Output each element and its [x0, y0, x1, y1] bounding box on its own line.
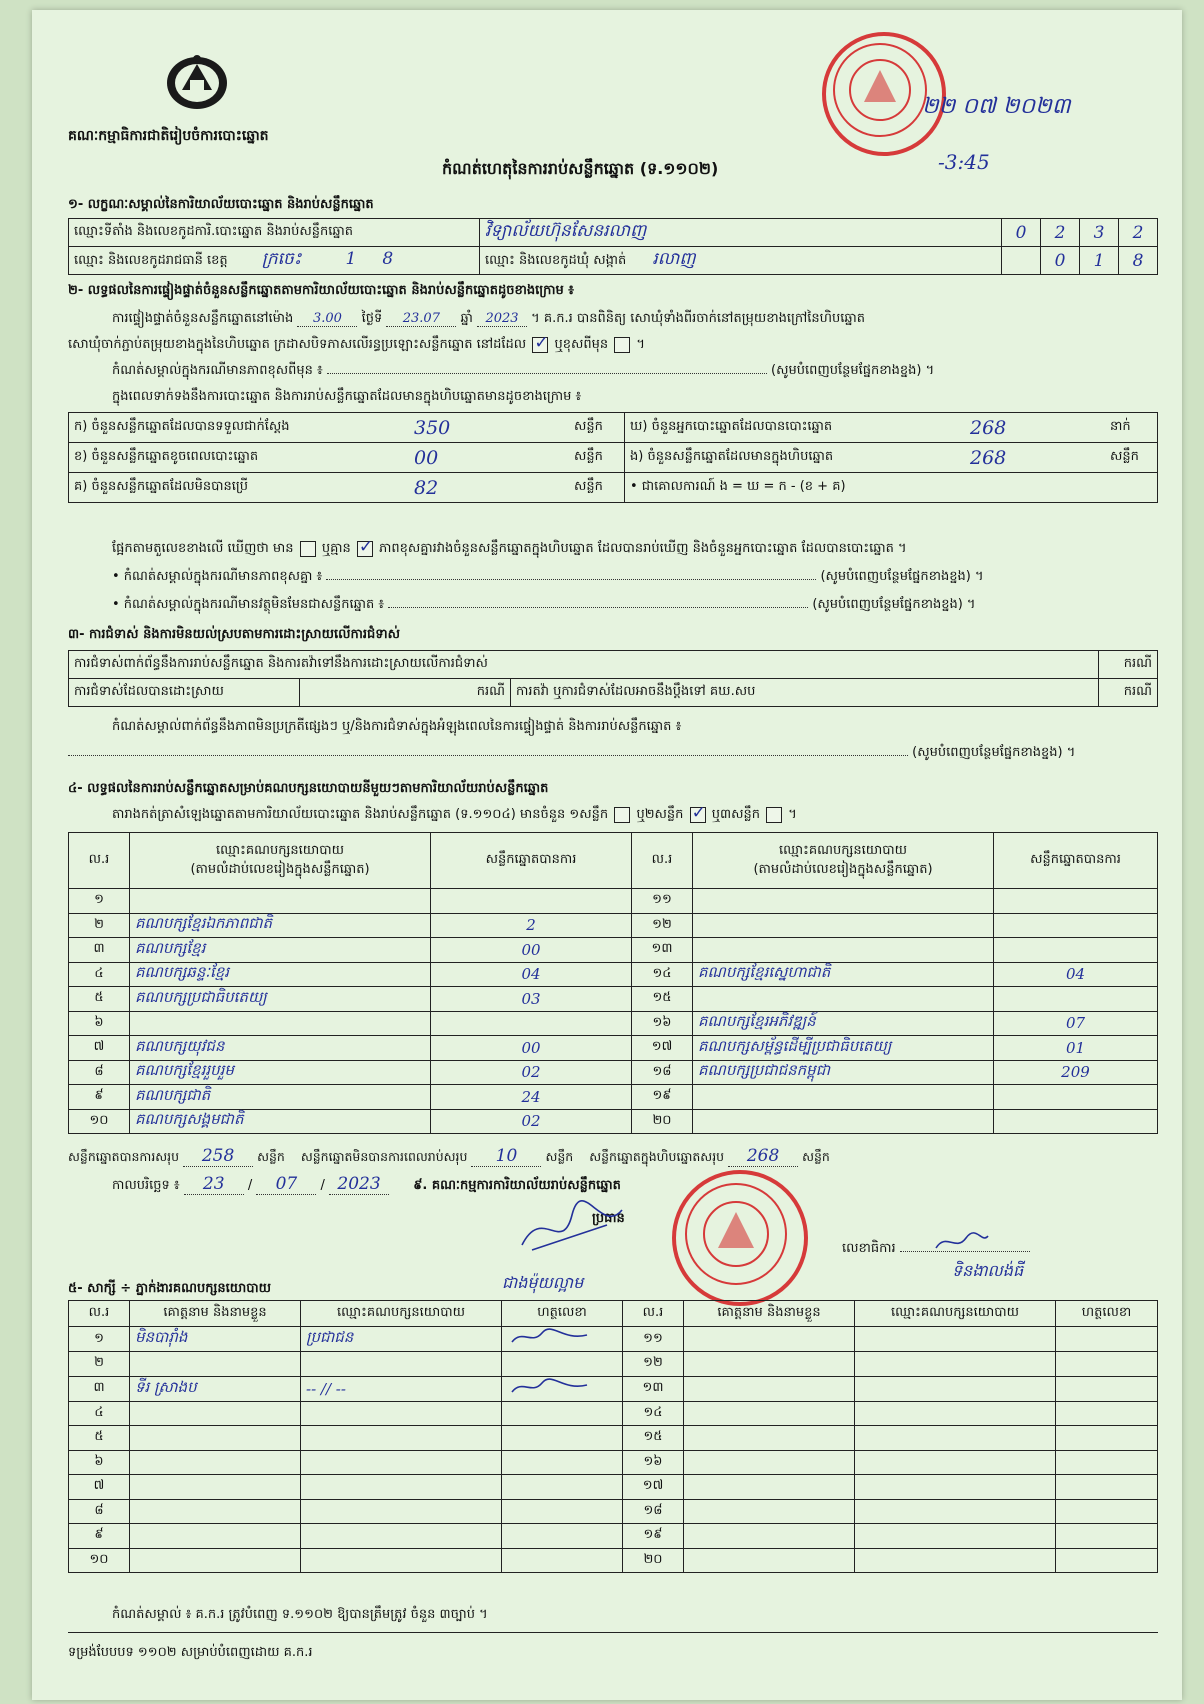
witness-signature: [502, 1548, 623, 1573]
result-row: [69, 1060, 1158, 1085]
location-code-digit: 3: [1080, 219, 1119, 247]
committee-name: គណៈកម្មាធិការជាតិរៀបចំការបោះឆ្នោត: [68, 128, 269, 144]
result-row: [69, 1085, 1158, 1110]
result-party: គណបក្សសង្គមជាតិ: [130, 1109, 431, 1134]
secretary-line: លេខាធិការ: [842, 1240, 1030, 1259]
section2-heading: ២- លទ្ធផលនៃការផ្ទៀងផ្ទាត់ចំនួនសន្លឹកឆ្នោតតាមការិយាល័យបោះឆ្នោត និងរាប់សន្លឹកឆ្នោតដូចខាងក្រោម ៖: [68, 283, 574, 298]
witness-no: ១៤: [623, 1401, 684, 1426]
witness-name: [130, 1352, 301, 1377]
witness-signature: [1056, 1376, 1158, 1401]
witness-name: [684, 1450, 855, 1475]
result-party: គណបក្សសម្ព័ន្ធដើម្បីប្រជាធិបតេយ្យ: [693, 1036, 994, 1061]
date-month: 07: [256, 1174, 316, 1195]
result-votes: 04: [431, 962, 632, 987]
result-party: គណបក្សប្រជាធិបតេយ្យ: [130, 987, 431, 1012]
result-votes: 00: [431, 1036, 632, 1061]
commune-code-digit: 0: [1041, 247, 1080, 275]
result-votes: [994, 1109, 1158, 1134]
result-votes: 07: [994, 1011, 1158, 1036]
result-votes: 209: [994, 1060, 1158, 1085]
witness-signature: [1056, 1327, 1158, 1352]
location-label: ឈ្មោះទីតាំង និងលេខកូដការិ.បោះឆ្នោត និងរាប់សន្លឹកឆ្នោត: [69, 219, 480, 247]
witness-party: [301, 1401, 502, 1426]
witness-signature: [1056, 1401, 1158, 1426]
intro2: ក្នុងពេលទាក់ទងនឹងការបោះឆ្នោត និងការរាប់សន្លឹកឆ្នោតដែលមានក្នុងហិបឆ្នោតមានដូចខាងក្រោម ៖: [112, 389, 582, 404]
result-party: [693, 913, 994, 938]
witness-no: ៣: [69, 1376, 130, 1401]
result-row: [69, 889, 1158, 914]
sheet-count-line: តារាងកត់ត្រាសំឡេងឆ្នោតតាមការិយាល័យបោះឆ្នោត និងរាប់សន្លឹកឆ្នោត (ទ.១១០៤) មានចំនួន ១សន្លឹក ឬ២សន្លឹក ✓ ឬ៣សន្លឹក ។: [112, 806, 797, 825]
witness-party: [855, 1499, 1056, 1524]
diff-line: ផ្អែកតាមតួលេខខាងលើ ឃើញថា មាន ឬគ្មាន ✓ ភាពខុសគ្នារវាងចំនួនសន្លឹកឆ្នោតក្នុងហិបឆ្នោត ដែលបានរាប់ឃើញ និងចំនួនអ្នកបោះឆ្នោត ដែលបានបោះឆ្នោត ។: [112, 540, 907, 559]
witness-row: [69, 1327, 1158, 1352]
result-votes: [994, 987, 1158, 1012]
witness-row: [69, 1352, 1158, 1377]
objections-table: ការជំទាស់ពាក់ព័ន្ធនឹងការរាប់សន្លឹកឆ្នោត និងការតវ៉ាទៅនឹងការដោះស្រាយលើការជំទាស់ ករណី ការជំទាស់ដែលបានដោះស្រាយ ករណី ការតវ៉ា ឬការជំទាស់ដែលអាចនឹងប្ដឹងទៅ គឃ.សប ករណី: [68, 650, 1158, 707]
witness-signature: [1056, 1450, 1158, 1475]
date-year: 2023: [329, 1174, 389, 1195]
result-row: [69, 1109, 1158, 1134]
box-total: 268: [728, 1146, 798, 1167]
result-no: ១៧: [632, 1036, 693, 1061]
witness-table: ល.រ គោត្តនាម និងនាមខ្លួន ឈ្មោះគណបក្សនយោបាយ ហត្ថលេខា ល.រ គោត្តនាម និងនាមខ្លួន ឈ្មោះគណបក្សនយោបាយ ហត្ថលេខា ១ មិនបារ៉ាំង ប្រជាជន ១១ ២ ១២ ៣ ទីរ ស្រាងប -- // -- ១៣ ៤ ១៤ ៥ ១៥ ៦ ១៦ ៧ ១៧ ៨ ១៨ ៩ ១៩ ១០ ២០: [68, 1300, 1158, 1573]
witness-party: [301, 1499, 502, 1524]
secretary-name: ទិនងាលង់ធី: [952, 1261, 1024, 1280]
witness-signature: [502, 1499, 623, 1524]
spoiled-count: 00: [409, 443, 569, 473]
result-party: គណបក្សខ្មែរស្នេហាជាតិ: [693, 962, 994, 987]
results-table: ល.រ ឈ្មោះគណបក្សនយោបាយ (តាមលំដាប់លេខរៀងក្នុងសន្លឹកឆ្នោត) សន្លឹកឆ្នោតបានការ ល.រ ឈ្មោះគណបក្សនយោបាយ (តាមលំដាប់លេខរៀងក្នុងសន្លឹកឆ្នោត) សន្លឹកឆ្នោតបានការ ១ ១១ ២ គណបក្សខ្មែរឯកភាពជាតិ 2 ១២ ៣ គណបក្សខ្មែរ 00 ១៣ ៤ គណបក្សឆន្ទៈខ្មែរ 04 ១៤ គណបក្សខ្មែរស្នេហាជាតិ 04 ៥ គណបក្សប្រជាធិបតេយ្យ 03 ១៥ ៦ ១៦ គណបក្សខ្មែរអភិវឌ្ឍន៍ 07 ៧ គណបក្សយុវជន 00 ១៧ គណបក្សសម្ព័ន្ធដើម្បីប្រជាធិបតេយ្យ 01 ៨ គណបក្សខ្មែររួបរួម 02 ១៨ គណបក្សប្រជាជនកម្ពុជា 209 ៩ គណបក្សជាតិ 24 ១៩ ១០ គណបក្សសង្គមជាតិ 02 ២០: [68, 832, 1158, 1134]
result-votes: 03: [431, 987, 632, 1012]
witness-signature: [502, 1327, 623, 1352]
witness-signature: [1056, 1524, 1158, 1549]
form-sheet: [32, 10, 1182, 1700]
witness-no: ១៦: [623, 1450, 684, 1475]
result-votes: [994, 938, 1158, 963]
verify-time: 3.00: [297, 311, 357, 327]
result-no: ១២: [632, 913, 693, 938]
result-no: ១០: [69, 1109, 130, 1134]
witness-row: [69, 1450, 1158, 1475]
witness-signature: [1056, 1352, 1158, 1377]
witness-party: [301, 1475, 502, 1500]
witness-row: [69, 1548, 1158, 1573]
three-sheets-checkbox[interactable]: [766, 807, 782, 823]
bullet1-line: • កំណត់សម្គាល់ក្នុងករណីមានភាពខុសគ្នា ៖ (សូមបំពេញបន្ថែមផ្នែកខាងខ្នង) ។: [112, 569, 984, 584]
province-code: 8: [382, 249, 394, 269]
bullet2-line: • កំណត់សម្គាល់ក្នុងករណីមានវត្ថុមិនមែនជាសន្លឹកឆ្នោត ៖ (សូមបំពេញបន្ថែមផ្នែកខាងខ្នង) ។: [112, 597, 976, 612]
date-day: 23: [184, 1174, 244, 1195]
different-checkbox[interactable]: [614, 337, 630, 353]
section3-note: កំណត់សម្គាល់ពាក់ព័ន្ធនឹងភាពមិនប្រក្រតីផ្សេងៗ ឬ/និងការជំទាស់ក្នុងអំឡុងពេលនៃការផ្ទៀងផ្ទាត់ និងការរាប់សន្លឹកឆ្នោត ៖: [112, 719, 682, 734]
witness-signature-icon: [507, 1377, 597, 1397]
witness-no: ៩: [69, 1524, 130, 1549]
diff-note-line: កំណត់សម្គាល់ក្នុងករណីមានភាពខុសពីមុន ៖ (សូមបំពេញបន្ថែមផ្នែកខាងខ្នង) ។: [112, 363, 935, 378]
footer-divider: [68, 1632, 1158, 1633]
commune-value: រលាញ: [652, 249, 696, 269]
secretary-signature-icon: [932, 1230, 992, 1254]
result-no: ៤: [69, 962, 130, 987]
result-party: គណបក្សខ្មែររួបរួម: [130, 1060, 431, 1085]
witness-no: ៦: [69, 1450, 130, 1475]
totals-line: សន្លឹកឆ្នោតបានការសរុប 258 សន្លឹក សន្លឹកឆ្នោតមិនបានការពេលរាប់សរុប 10 សន្លឹក សន្លឹកឆ្នោតក្នុងហិបឆ្នោតសរុប 268 សន្លឹក: [68, 1146, 830, 1166]
valid-total: 258: [183, 1146, 253, 1167]
witness-row: [69, 1376, 1158, 1401]
stamp-time-note: -3:45: [938, 150, 990, 174]
result-votes: 01: [994, 1036, 1158, 1061]
witness-name: [130, 1548, 301, 1573]
witness-signature: [502, 1376, 623, 1401]
witness-name: [684, 1475, 855, 1500]
witness-name: [130, 1426, 301, 1451]
box-count: 268: [965, 443, 1105, 473]
committee-stamp-seal: [672, 1170, 808, 1306]
result-party: គណបក្សឆន្ទៈខ្មែរ: [130, 962, 431, 987]
result-row: [69, 987, 1158, 1012]
counts-table: ក) ចំនួនសន្លឹកឆ្នោតដែលបានទទួលជាក់ស្ដែង 350 សន្លឹក ឃ) ចំនួនអ្នកបោះឆ្នោតដែលបានបោះឆ្នោត 268 នាក់ ខ) ចំនួនសន្លឹកឆ្នោតខូចពេលបោះឆ្នោត 00 សន្លឹក ង) ចំនួនសន្លឹកឆ្នោតដែលមានក្នុងហិបឆ្នោត 268 សន្លឹក គ) ចំនួនសន្លឹកឆ្នោតដែលមិនបានប្រើ 82 សន្លឹក • ជាគោលការណ៍ ង = ឃ = ក - (ខ + គ): [68, 412, 1158, 503]
witness-party: [855, 1376, 1056, 1401]
witness-party: [855, 1352, 1056, 1377]
section1-heading: ១- លក្ខណៈសម្គាល់នៃការិយាល័យបោះឆ្នោត និងរាប់សន្លឹកឆ្នោត: [68, 197, 374, 212]
province-code: 1: [345, 249, 357, 269]
witness-signature: [1056, 1426, 1158, 1451]
stamp-date-note: ២២ ០៧ ២០២៣: [922, 94, 1071, 119]
result-no: ៩: [69, 1085, 130, 1110]
two-sheets-checkbox[interactable]: [690, 807, 706, 823]
result-votes: 00: [431, 938, 632, 963]
result-votes: [431, 1011, 632, 1036]
result-no: ១៤: [632, 962, 693, 987]
witness-signature: [502, 1450, 623, 1475]
result-party: [693, 938, 994, 963]
witness-no: ១: [69, 1327, 130, 1352]
witness-party: ប្រជាជន: [301, 1327, 502, 1352]
result-row: [69, 962, 1158, 987]
witness-no: ១៧: [623, 1475, 684, 1500]
witness-no: ៥: [69, 1426, 130, 1451]
location-code-digit: 0: [1002, 219, 1041, 247]
witness-no: ៤: [69, 1401, 130, 1426]
result-votes: 2: [431, 913, 632, 938]
witness-name: [130, 1450, 301, 1475]
result-votes: 02: [431, 1109, 632, 1134]
witness-name: [130, 1499, 301, 1524]
result-row: [69, 1011, 1158, 1036]
witness-party: -- // --: [301, 1376, 502, 1401]
witness-no: ១៩: [623, 1524, 684, 1549]
page-title: កំណត់ហេតុនៃការរាប់សន្លឹកឆ្នោត (ទ.១១០២): [442, 159, 719, 178]
witness-party: [855, 1450, 1056, 1475]
committee-stamp-emblem-icon: [672, 1170, 800, 1298]
result-no: ១៣: [632, 938, 693, 963]
has-diff-checkbox[interactable]: [300, 541, 316, 557]
section5-heading: ៥- សាក្សី ÷ ភ្នាក់ងារគណបក្សនយោបាយ: [68, 1281, 271, 1296]
commune-code-digit: 1: [1080, 247, 1119, 275]
one-sheet-checkbox[interactable]: [614, 807, 630, 823]
formula: • ជាគោលការណ៍ ង = ឃ = ក - (ខ + គ): [625, 473, 1158, 503]
witness-party: [855, 1475, 1056, 1500]
province-label: ឈ្មោះ និងលេខកូដរាជធានី ខេត្ត ក្រចេះ 1 8: [69, 247, 480, 275]
result-no: ២: [69, 913, 130, 938]
section3-note-fill: (សូមបំពេញបន្ថែមផ្នែកខាងខ្នង) ។: [68, 744, 1158, 763]
commune-cell: ឈ្មោះ និងលេខកូដឃុំ សង្កាត់ រលាញ: [480, 247, 1002, 275]
witness-signature: [502, 1401, 623, 1426]
witness-party: [855, 1548, 1056, 1573]
result-votes: [431, 889, 632, 914]
no-diff-checkbox[interactable]: [357, 541, 373, 557]
witness-name: [684, 1426, 855, 1451]
result-votes: 24: [431, 1085, 632, 1110]
received-count: 350: [409, 413, 569, 443]
witness-name: [684, 1376, 855, 1401]
result-no: ២០: [632, 1109, 693, 1134]
witness-name: [684, 1401, 855, 1426]
witness-no: ១៥: [623, 1426, 684, 1451]
witness-name: [684, 1499, 855, 1524]
chair-signature-icon: [512, 1195, 632, 1265]
result-row: [69, 938, 1158, 963]
witness-signature-icon: [507, 1327, 597, 1347]
date-line: កាលបរិច្ឆេទ ៖ 23 / 07 / 2023 ៩. គណៈកម្មការការិយាល័យរាប់សន្លឹកឆ្នោត: [112, 1174, 621, 1194]
witness-no: ១០: [69, 1548, 130, 1573]
result-row: [69, 1036, 1158, 1061]
result-row: [69, 913, 1158, 938]
result-party: គណបក្សយុវជន: [130, 1036, 431, 1061]
result-votes: [994, 1085, 1158, 1110]
witness-signature: [1056, 1499, 1158, 1524]
witness-signature: [502, 1352, 623, 1377]
footnote: កំណត់សម្គាល់ ៖ គ.ក.រ ត្រូវបំពេញ ទ.១១០២ ឱ្យបានត្រឹមត្រូវ ចំនួន ៣ច្បាប់ ។: [112, 1607, 488, 1622]
chair-label: ប្រធាន: [592, 1211, 625, 1226]
form-footer: ទម្រង់បែបបទ ១១០២ សម្រាប់បំពេញដោយ គ.ក.រ: [68, 1645, 313, 1660]
commune-code-digit: 8: [1119, 247, 1158, 275]
result-no: ៣: [69, 938, 130, 963]
result-party: គណបក្សខ្មែរអភិវឌ្ឍន៍: [693, 1011, 994, 1036]
result-no: ១៥: [632, 987, 693, 1012]
witness-name: [684, 1352, 855, 1377]
witness-name: [684, 1548, 855, 1573]
witness-signature: [502, 1524, 623, 1549]
result-party: [693, 1109, 994, 1134]
result-party: [130, 1011, 431, 1036]
witness-party: [855, 1327, 1056, 1352]
witness-party: [855, 1401, 1056, 1426]
result-no: ៦: [69, 1011, 130, 1036]
witness-name: មិនបារ៉ាំង: [130, 1327, 301, 1352]
result-party: គណបក្សខ្មែរ: [130, 938, 431, 963]
result-party: គណបក្សខ្មែរឯកភាពជាតិ: [130, 913, 431, 938]
witness-no: ២០: [623, 1548, 684, 1573]
result-no: ១១: [632, 889, 693, 914]
witness-party: [301, 1426, 502, 1451]
witness-row: [69, 1499, 1158, 1524]
location-code-digit: 2: [1119, 219, 1158, 247]
result-party: [693, 987, 994, 1012]
witness-no: ២: [69, 1352, 130, 1377]
verify-line: ការផ្ទៀងផ្ទាត់ចំនួនសន្លឹកឆ្នោតនៅម៉ោង 3.00 ថ្ងៃទី 23.07 ឆ្នាំ 2023 ។ គ.ក.រ បានពិនិត្យ សោឃុំទាំងពីរចាក់នៅតម្រុយខាងក្រៅនៃហិបឆ្នោត: [112, 311, 865, 326]
unused-count: 82: [409, 473, 569, 503]
chair-name: ជាងម៉ុយល្អាម: [502, 1273, 584, 1292]
stamp-emblem-icon: [822, 32, 938, 148]
section4-heading: ៤- លទ្ធផលនៃការរាប់សន្លឹកឆ្នោតសម្រាប់គណបក្សនយោបាយនីមួយៗតាមការិយាល័យរាប់សន្លឹកឆ្នោត: [68, 781, 549, 796]
witness-name: [130, 1401, 301, 1426]
witness-name: [684, 1327, 855, 1352]
result-party: គណបក្សជាតិ: [130, 1085, 431, 1110]
witness-signature: [1056, 1548, 1158, 1573]
result-no: ៧: [69, 1036, 130, 1061]
result-no: ១៨: [632, 1060, 693, 1085]
witness-name: ទីរ ស្រាងប: [130, 1376, 301, 1401]
witness-party: [855, 1524, 1056, 1549]
voters-count: 268: [965, 413, 1105, 443]
result-no: ១: [69, 889, 130, 914]
result-party: [130, 889, 431, 914]
result-no: ១៦: [632, 1011, 693, 1036]
witness-party: [301, 1450, 502, 1475]
result-votes: [994, 913, 1158, 938]
nec-emblem-icon: [162, 50, 232, 112]
verify-year: 2023: [477, 311, 527, 327]
witness-party: [301, 1352, 502, 1377]
witness-no: ១៨: [623, 1499, 684, 1524]
witness-row: [69, 1475, 1158, 1500]
location-table: [68, 218, 1158, 275]
witness-name: [130, 1524, 301, 1549]
witness-no: ១២: [623, 1352, 684, 1377]
result-party: [693, 1085, 994, 1110]
witness-signature: [502, 1426, 623, 1451]
witness-party: [855, 1426, 1056, 1451]
witness-party: [301, 1524, 502, 1549]
section3-heading: ៣- ការជំទាស់ និងការមិនយល់ស្របតាមការដោះស្រាយលើការជំទាស់: [68, 627, 400, 642]
location-code-digit: 2: [1041, 219, 1080, 247]
result-votes: 02: [431, 1060, 632, 1085]
same-checkbox[interactable]: [532, 337, 548, 353]
result-no: ១៩: [632, 1085, 693, 1110]
witness-no: ៨: [69, 1499, 130, 1524]
invalid-total: 10: [471, 1146, 541, 1167]
province-value: ក្រចេះ: [261, 249, 302, 269]
result-votes: [994, 889, 1158, 914]
result-party: គណបក្សប្រជាជនកម្ពុជា: [693, 1060, 994, 1085]
result-no: ៥: [69, 987, 130, 1012]
witness-row: [69, 1401, 1158, 1426]
witness-signature: [1056, 1475, 1158, 1500]
location-value: វិទ្យាល័យហ៊ុនសែនរលាញ: [480, 219, 1002, 247]
witness-name: [130, 1475, 301, 1500]
seal-line: សោឃុំចាក់ភ្ជាប់តម្រុយខាងក្នុងនៃហិបឆ្នោត ក្រដាសបិទភាសលើរន្ធប្រឡោះសន្លឹកឆ្នោត នៅដដែល ✓ ឬខុសពីមុន ។: [68, 336, 645, 355]
witness-name: [684, 1524, 855, 1549]
witness-no: ៧: [69, 1475, 130, 1500]
witness-no: ១៣: [623, 1376, 684, 1401]
result-no: ៨: [69, 1060, 130, 1085]
result-party: [693, 889, 994, 914]
witness-party: [301, 1548, 502, 1573]
witness-row: [69, 1426, 1158, 1451]
witness-row: [69, 1524, 1158, 1549]
result-votes: 04: [994, 962, 1158, 987]
witness-no: ១១: [623, 1327, 684, 1352]
verify-date: 23.07: [386, 311, 456, 327]
witness-signature: [502, 1475, 623, 1500]
